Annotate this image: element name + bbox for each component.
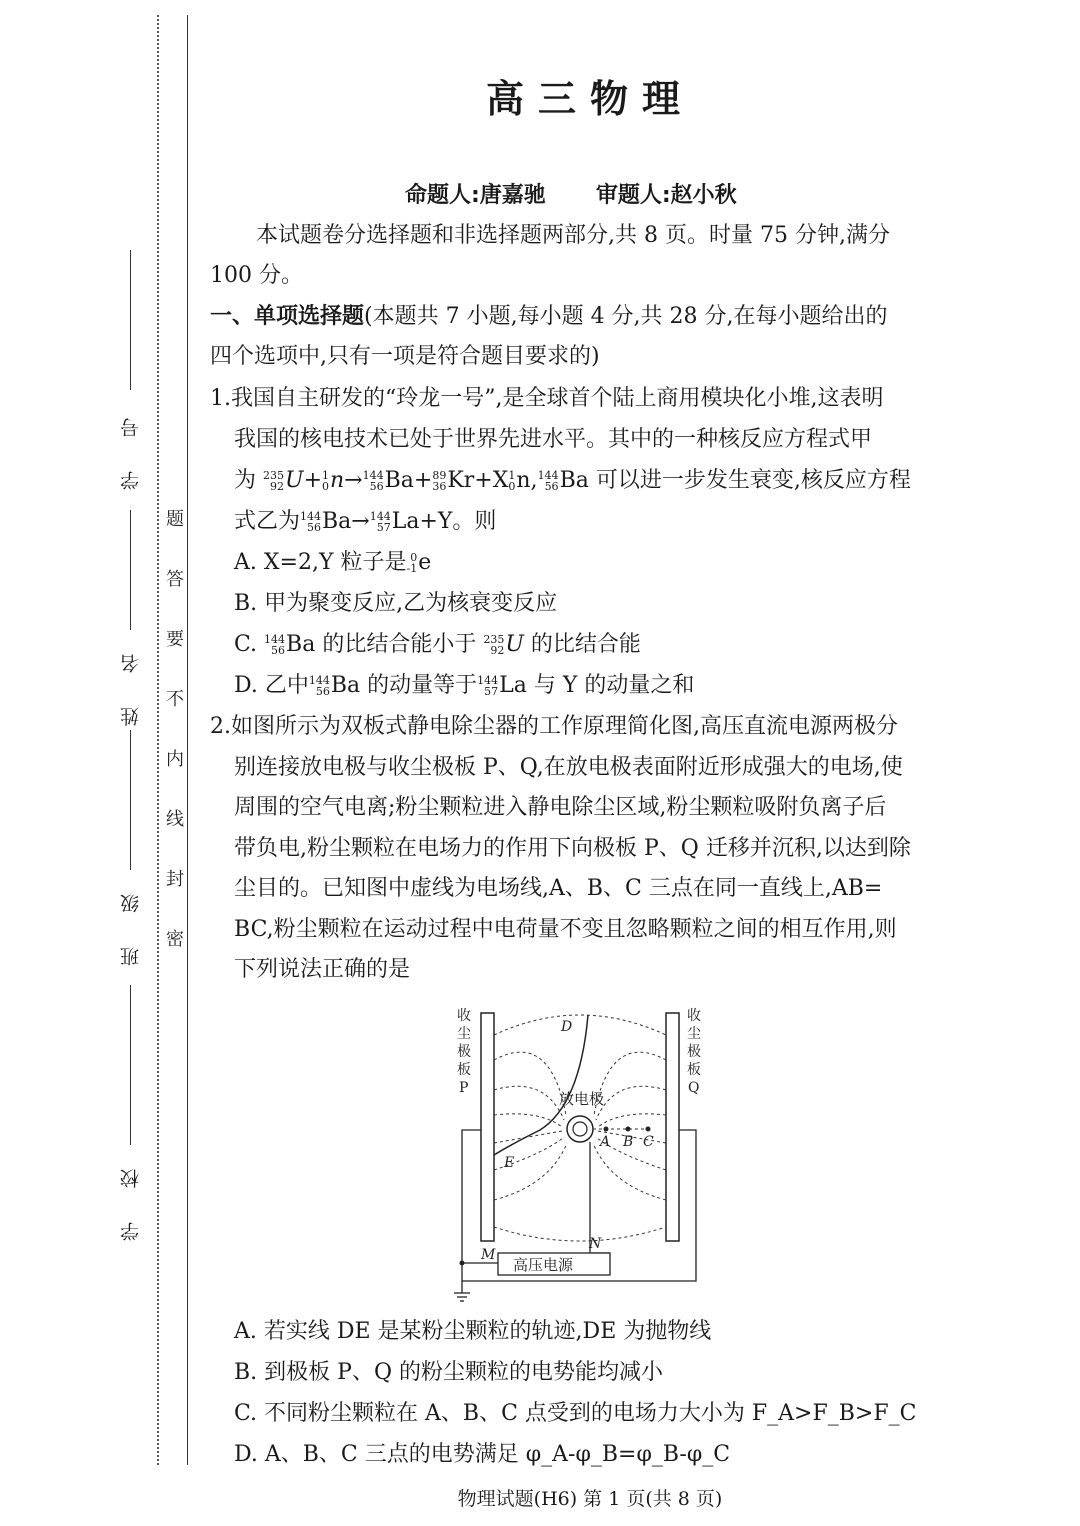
q1-option-a: A. X=2,Y 粒子是 0 -1 e <box>234 550 432 575</box>
electrode-label: 放电极 <box>559 1090 605 1108</box>
class-label: 班 级 <box>120 880 142 967</box>
section-title: 一、单项选择题 <box>210 304 365 329</box>
svg-text:D: D <box>561 1019 573 1035</box>
q2-line-7: 下列说法正确的是 <box>234 957 411 982</box>
name-label: 姓 名 <box>120 640 142 727</box>
svg-text:N: N <box>589 1236 602 1252</box>
q1-option-c: C. 144 56 Ba 的比结合能小于 235 92 U 的比结合能 <box>234 632 641 657</box>
point-c <box>646 1127 651 1132</box>
q2-option-a: A. 若实线 DE 是某粉尘颗粒的轨迹,DE 为抛物线 <box>234 1319 712 1344</box>
seal-char: 密 <box>166 929 184 950</box>
q1-option-d: D. 乙中 144 56 Ba 的动量等于 144 57 La 与 Y 的动量之和 <box>234 673 695 698</box>
q2-line-4: 带负电,粉尘颗粒在电场力的作用下向极板 P、Q 迁移并沉积,以达到除 <box>234 836 911 861</box>
name-fill-line <box>130 510 131 630</box>
svg-text:收: 收 <box>457 1008 471 1024</box>
intro-line-1: 本试题卷分选择题和非选择题两部分,共 8 页。时量 75 分钟,满分 <box>256 223 890 248</box>
q2-line-3: 周围的空气电离;粉尘颗粒进入静电除尘区域,粉尘颗粒吸附负离子后 <box>234 795 887 820</box>
q1-line-2: 我国的核电技术已处于世界先进水平。其中的一种核反应方程式甲 <box>234 427 873 452</box>
section-desc: (本题共 7 小题,每小题 4 分,共 28 分,在每小题给出的 <box>364 304 888 329</box>
left-plate-label <box>457 1007 471 1096</box>
binding-solid-line <box>187 15 188 1465</box>
seal-char: 不 <box>166 689 184 710</box>
point-a <box>604 1127 609 1132</box>
reviewer: 审题人:赵小秋 <box>595 183 737 208</box>
section-desc-2: 四个选项中,只有一项是符合题目要求的) <box>210 344 600 369</box>
svg-text:板: 板 <box>687 1062 701 1078</box>
ground-symbol <box>454 1293 470 1301</box>
q2-option-d: D. A、B、C 三点的电势满足 φ_A-φ_B=φ_B-φ_C <box>234 1442 731 1467</box>
q1-line-4: 式乙为 144 56 Ba→ 144 57 La+Y。则 <box>234 509 497 534</box>
seal-char: 题 <box>166 509 184 530</box>
svg-text:Q: Q <box>688 1080 700 1096</box>
right-plate-label <box>687 1007 701 1096</box>
svg-text:P: P <box>459 1080 469 1096</box>
svg-text:尘: 尘 <box>687 1026 701 1042</box>
author: 命题人:唐嘉驰 <box>405 183 546 208</box>
seal-char: 答 <box>166 569 184 590</box>
svg-text:A: A <box>600 1134 611 1150</box>
binding-dotted-line <box>157 15 159 1465</box>
student-id-fill-line <box>130 250 131 390</box>
q2-line-5: 尘目的。已知图中虚线为电场线,A、B、C 三点在同一直线上,AB= <box>234 876 883 901</box>
q2-option-b: B. 到极板 P、Q 的粉尘颗粒的电势能均减小 <box>234 1360 663 1385</box>
q1-line-3: 为 235 92 U+ 1 0 n→ 144 56 Ba+ 89 36 Kr+X 1 0 n, 144 56 Ba 可以进一步发生衰变,核反应方程 <box>234 468 911 493</box>
seal-char: 要 <box>166 629 184 650</box>
section-heading <box>210 303 888 331</box>
student-id-label: 学 号 <box>120 404 142 491</box>
authors-line <box>405 178 787 209</box>
point-b <box>626 1127 631 1132</box>
plate-q <box>666 1013 679 1241</box>
power-label: 高压电源 <box>513 1256 574 1274</box>
page-title: 高三物理 <box>485 76 694 121</box>
plate-p <box>481 1013 494 1241</box>
intro-line-2: 100 分。 <box>210 263 303 288</box>
seal-char: 封 <box>166 869 184 890</box>
svg-text:尘: 尘 <box>457 1026 471 1042</box>
q2-line-6: BC,粉尘颗粒在运动过程中电荷量不变且忽略颗粒之间的相互作用,则 <box>234 917 897 942</box>
q1-option-b: B. 甲为聚变反应,乙为核衰变反应 <box>234 591 558 616</box>
class-fill-line <box>130 730 131 870</box>
q2-line-1: 2.如图所示为双板式静电除尘器的工作原理简化图,高压直流电源两极分 <box>210 714 898 739</box>
seal-char: 内 <box>166 749 184 770</box>
school-label: 学 校 <box>120 1155 142 1242</box>
page-footer: 物理试题(H6) 第 1 页(共 8 页) <box>457 1488 723 1510</box>
svg-text:B: B <box>623 1134 634 1150</box>
svg-text:E: E <box>504 1155 515 1171</box>
seal-char: 线 <box>166 809 184 830</box>
svg-text:极: 极 <box>457 1044 471 1060</box>
svg-text:极: 极 <box>687 1044 701 1060</box>
svg-text:收: 收 <box>687 1008 701 1024</box>
svg-text:M: M <box>481 1247 496 1263</box>
q2-line-2: 别连接放电极与收尘极板 P、Q,在放电极表面附近形成强大的电场,使 <box>234 755 903 780</box>
svg-text:C: C <box>643 1134 654 1150</box>
q2-option-c: C. 不同粉尘颗粒在 A、B、C 点受到的电场力大小为 F_A>F_B>F_C <box>234 1401 917 1426</box>
svg-text:板: 板 <box>457 1062 471 1078</box>
school-fill-line <box>130 985 131 1145</box>
precipitator-diagram <box>440 1005 720 1305</box>
q1-line-1: 1.我国自主研发的“玲龙一号”,是全球首个陆上商用模块化小堆,这表明 <box>210 386 884 411</box>
